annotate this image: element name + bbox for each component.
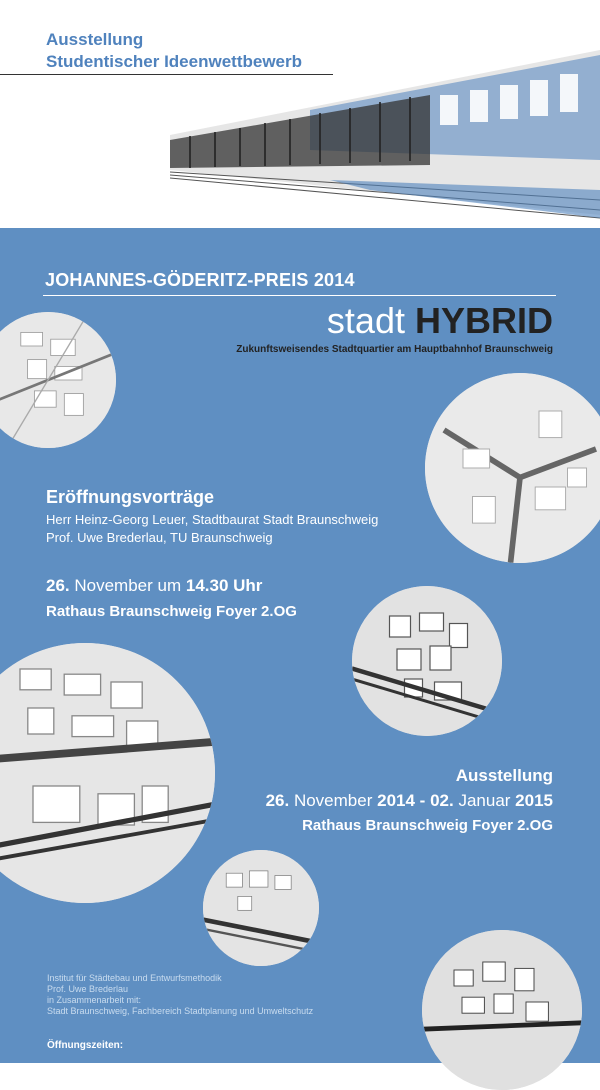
exhibition-year-1: 2014 bbox=[377, 791, 415, 810]
exhibition-day-1: 26. bbox=[265, 791, 290, 810]
opening-day: 26. bbox=[46, 576, 70, 595]
opening-month: November um bbox=[74, 576, 182, 595]
footer-line-2: Prof. Uwe Brederlau bbox=[47, 984, 129, 994]
event-title bbox=[327, 300, 553, 342]
opening-speaker-2: Prof. Uwe Brederlau, TU Braunschweig bbox=[46, 530, 273, 545]
event-subtitle: Zukunftsweisendes Stadtquartier am Hauptbahnhof Braunschweig bbox=[236, 344, 553, 355]
footer-line-1: Institut für Städtebau und Entwurfsmethodik bbox=[47, 973, 222, 983]
opening-hours-label: Öffnungszeiten: bbox=[47, 1040, 124, 1051]
building-illustration bbox=[170, 40, 600, 228]
exhibition-heading: Ausstellung bbox=[455, 766, 553, 785]
header-line-1: Ausstellung bbox=[46, 30, 144, 49]
exhibition-day-2: 02. bbox=[430, 791, 454, 810]
header-line-2: Studentischer Ideenwettbewerb bbox=[46, 52, 302, 71]
footer-line-3: in Zusammenarbeit mit: bbox=[47, 995, 142, 1005]
title-rule bbox=[43, 295, 556, 296]
exhibition-month-1: November bbox=[293, 791, 373, 810]
opening-heading: Eröffnungsvorträge bbox=[46, 487, 215, 507]
event-title-main: HYBRID bbox=[414, 300, 553, 341]
exhibition-venue: Rathaus Braunschweig Foyer 2.OG bbox=[302, 817, 553, 834]
map-circle-5 bbox=[203, 850, 319, 966]
opening-speaker-1: Herr Heinz-Georg Leuer, Stadtbaurat Stadt Braunschweig bbox=[46, 512, 379, 527]
exhibition-dash: - bbox=[419, 791, 426, 810]
prize-title: JOHANNES-GÖDERITZ-PREIS 2014 bbox=[45, 270, 355, 290]
opening-date bbox=[46, 576, 262, 596]
exhibition-year-2: 2015 bbox=[515, 791, 553, 810]
map-circle-2 bbox=[425, 373, 600, 563]
event-title-prefix: stadt bbox=[326, 300, 405, 341]
header-area bbox=[0, 0, 600, 228]
map-circle-6 bbox=[422, 930, 582, 1090]
opening-venue: Rathaus Braunschweig Foyer 2.OG bbox=[46, 603, 297, 620]
map-circle-3 bbox=[352, 586, 502, 736]
footer-credits bbox=[47, 973, 313, 1017]
opening-time: 14.30 Uhr bbox=[185, 576, 263, 595]
exhibition-month-2: Januar bbox=[458, 791, 511, 810]
footer-line-4: Stadt Braunschweig, Fachbereich Stadtplanung und Umweltschutz bbox=[47, 1006, 314, 1016]
exhibition-dates bbox=[266, 791, 553, 811]
